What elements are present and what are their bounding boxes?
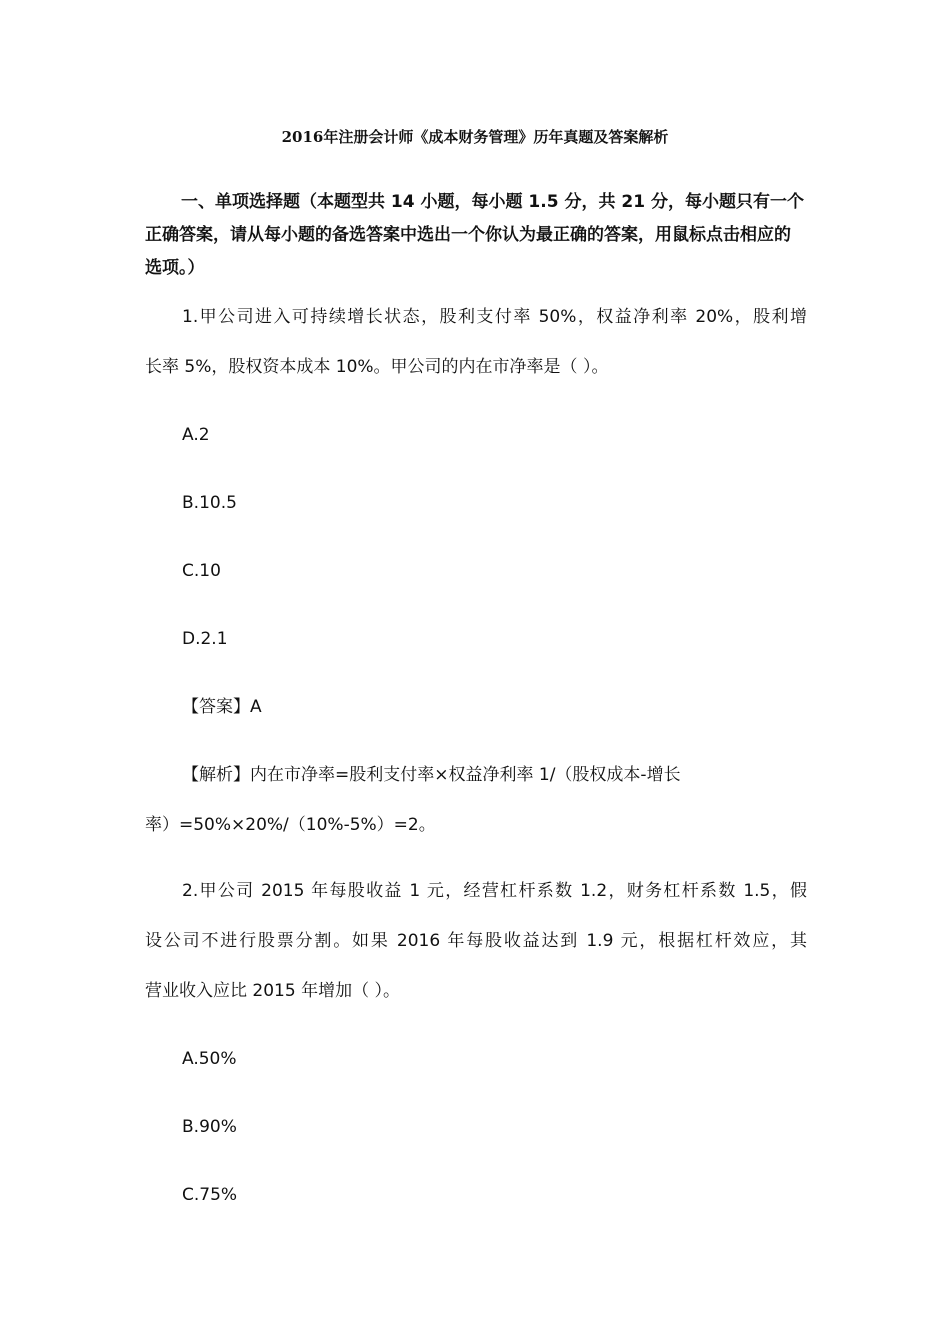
document-title: 2016年注册会计师《成本财务管理》历年真题及答案解析 [281, 128, 669, 146]
question-1-option-b: B.10.5 [182, 493, 237, 513]
question-1-analysis-line-2: 率）=50%×20%/（10%-5%）=2。 [145, 815, 436, 835]
question-2-option-c: C.75% [182, 1185, 238, 1205]
question-2-stem-line-3: 营业收入应比 2015 年增加（ ）。 [145, 981, 400, 1001]
question-2-stem-line-1: 2.甲公司 2015 年每股收益 1 元，经营杠杆系数 1.2，财务杠杆系数 1.5，假 [182, 881, 807, 901]
question-2-option-b: B.90% [182, 1117, 237, 1137]
section-heading: 一、单项选择题（本题型共 14 小题，每小题 1.5 分，共 21 分，每小题只有一个正确答案，请从每小题的备选答案中选出一个你认为最正确的答案，用鼠标点击相应的选项。） [145, 192, 804, 278]
question-1-stem-line-2: 长率 5%，股权资本成本 10%。甲公司的内在市净率是（ ）。 [145, 357, 609, 377]
question-1-option-c: C.10 [182, 561, 221, 581]
question-2-stem-line-2: 设公司不进行股票分割。如果 2016 年每股收益达到 1.9 元，根据杠杆效应，其 [145, 931, 807, 951]
question-2-option-a: A.50% [182, 1049, 237, 1069]
question-1-stem-line-1: 1.甲公司进入可持续增长状态，股利支付率 50%，权益净利率 20%，股利增 [182, 307, 807, 327]
question-1-option-d: D.2.1 [182, 629, 228, 649]
question-1-option-a: A.2 [182, 425, 210, 445]
question-1-answer: 【答案】A [182, 697, 262, 717]
question-1-analysis-line-1: 【解析】内在市净率=股利支付率×权益净利率 1/（股权成本-增长 [182, 765, 681, 785]
